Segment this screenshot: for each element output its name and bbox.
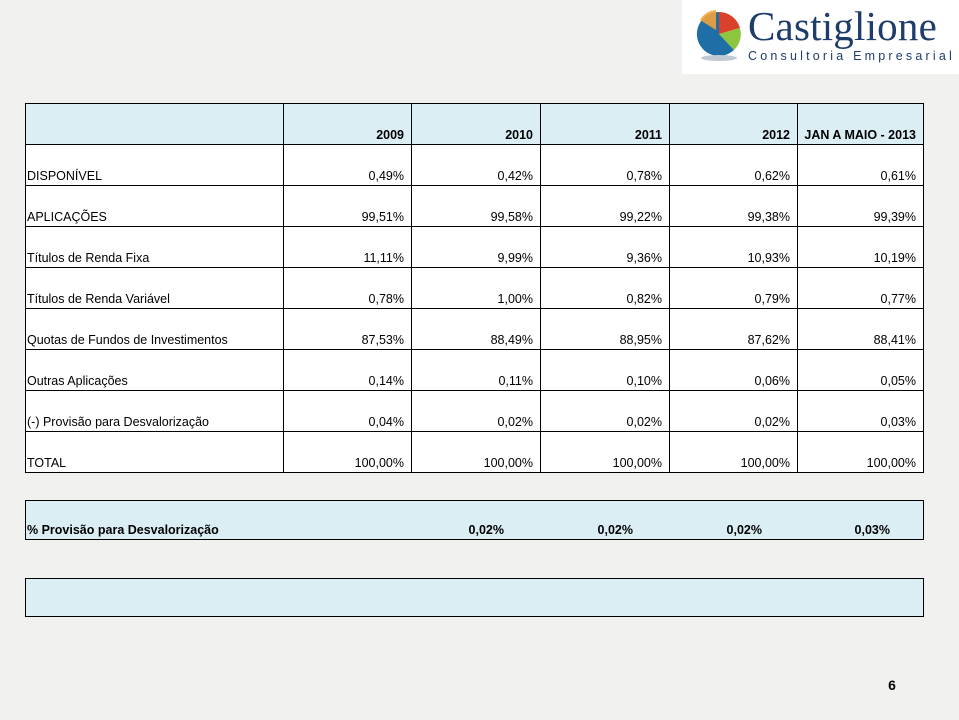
value-cell: 0,11% [412,350,541,391]
value-cell: 0,04% [284,391,412,432]
provision-value-2011: 0,02% [597,523,633,537]
pie-chart-logo-icon [694,6,744,62]
row-label: Quotas de Fundos de Investimentos [26,309,284,350]
row-label: (-) Provisão para Desvalorização [26,391,284,432]
provision-value-2012: 0,02% [726,523,762,537]
value-cell: 0,05% [798,350,924,391]
value-cell: 0,10% [541,350,670,391]
provision-value-2010: 0,02% [468,523,504,537]
value-cell: 1,00% [412,268,541,309]
value-cell: 99,58% [412,186,541,227]
column-header: 2009 [284,104,412,145]
value-cell: 87,53% [284,309,412,350]
company-logo [682,0,959,74]
value-cell: 100,00% [798,432,924,473]
value-cell: 88,41% [798,309,924,350]
value-cell: 0,79% [670,268,798,309]
provision-value-2013: 0,03% [854,523,890,537]
column-header: 2012 [670,104,798,145]
table-row [26,309,924,350]
value-cell: 9,36% [541,227,670,268]
value-cell: 100,00% [412,432,541,473]
row-label: Títulos de Renda Variável [26,268,284,309]
value-cell: 99,22% [541,186,670,227]
table-row [26,350,924,391]
row-label: TOTAL [26,432,284,473]
column-header: 2011 [541,104,670,145]
value-cell: 0,03% [798,391,924,432]
value-cell: 0,02% [541,391,670,432]
row-label: Outras Aplicações [26,350,284,391]
table-row [26,227,924,268]
row-label: DISPONÍVEL [26,145,284,186]
value-cell: 0,42% [412,145,541,186]
value-cell: 0,78% [284,268,412,309]
value-cell: 99,39% [798,186,924,227]
value-cell: 88,95% [541,309,670,350]
value-cell: 88,49% [412,309,541,350]
logo-name: Castiglione [748,3,937,49]
value-cell: 0,02% [670,391,798,432]
value-cell: 10,19% [798,227,924,268]
value-cell: 0,49% [284,145,412,186]
value-cell: 100,00% [284,432,412,473]
row-label: APLICAÇÕES [26,186,284,227]
value-cell: 9,99% [412,227,541,268]
table-row [26,186,924,227]
logo-tagline: Consultoria Empresarial [748,49,955,63]
empty-footer-box [25,578,924,617]
value-cell: 99,38% [670,186,798,227]
header-empty-cell [26,104,284,145]
table-row [26,432,924,473]
column-header: JAN A MAIO - 2013 [798,104,924,145]
value-cell: 100,00% [541,432,670,473]
value-cell: 0,77% [798,268,924,309]
table-row [26,391,924,432]
table-header-row [26,104,924,145]
value-cell: 0,06% [670,350,798,391]
provision-summary-row [25,500,924,540]
table-row [26,268,924,309]
value-cell: 99,51% [284,186,412,227]
financial-composition-table [25,103,924,473]
value-cell: 100,00% [670,432,798,473]
value-cell: 10,93% [670,227,798,268]
value-cell: 0,82% [541,268,670,309]
value-cell: 87,62% [670,309,798,350]
page-number: 6 [888,677,896,693]
value-cell: 0,02% [412,391,541,432]
value-cell: 0,62% [670,145,798,186]
row-label: Títulos de Renda Fixa [26,227,284,268]
value-cell: 0,78% [541,145,670,186]
value-cell: 0,61% [798,145,924,186]
table-row [26,145,924,186]
column-header: 2010 [412,104,541,145]
provision-label: % Provisão para Desvalorização [27,523,219,537]
value-cell: 11,11% [284,227,412,268]
value-cell: 0,14% [284,350,412,391]
